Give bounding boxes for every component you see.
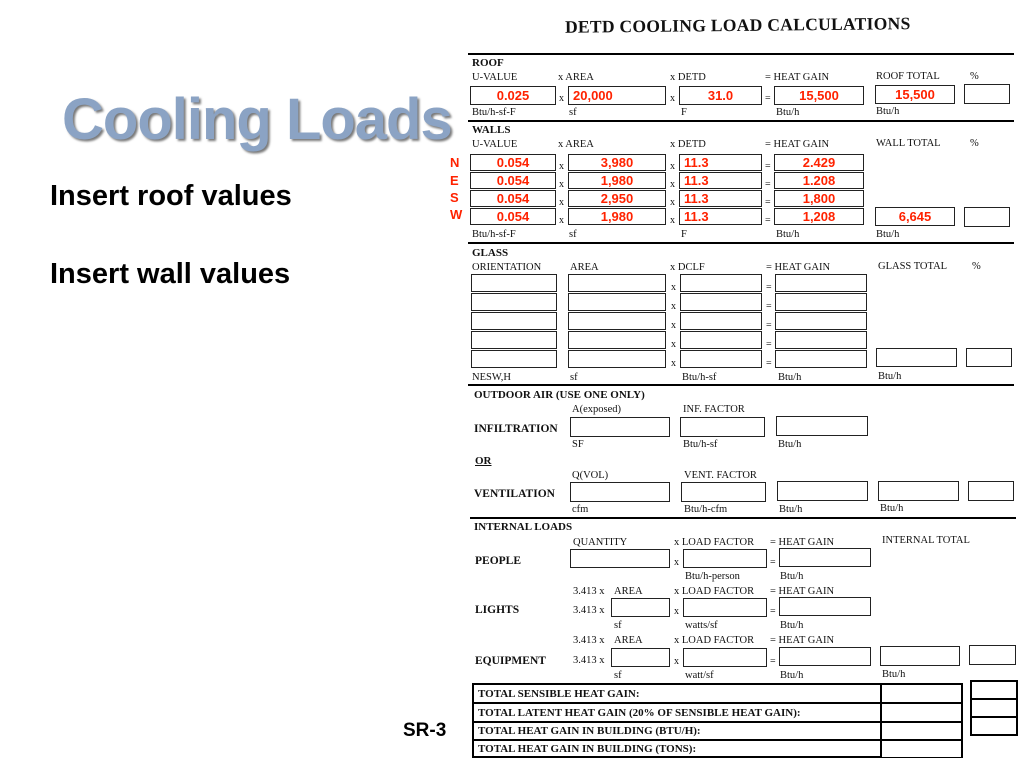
glass-heatgain-field[interactable]: [775, 293, 867, 311]
total-latent-label: TOTAL LATENT HEAT GAIN (20% OF SENSIBLE HEAT GAIN):: [478, 707, 801, 719]
totals-col-divider-2: [961, 683, 963, 758]
glass-heatgain-field[interactable]: [775, 274, 867, 292]
glass-orientation-field[interactable]: [471, 350, 557, 368]
infiltration-factor-unit: Btu/h-sf: [683, 439, 718, 450]
ventilation-factor-field[interactable]: [681, 482, 766, 502]
outdoor-air-section-label: OUTDOOR AIR (USE ONE ONLY): [474, 389, 645, 401]
glass-pct-header: %: [972, 261, 981, 272]
wall-n-uvalue-field[interactable]: 0.054: [470, 154, 556, 171]
glass-total-field[interactable]: [876, 348, 957, 367]
roof-uvalue-header: U-VALUE: [472, 72, 518, 83]
walls-heatgain-header: = HEAT GAIN: [765, 139, 830, 150]
people-factor-unit: Btu/h-person: [685, 571, 740, 582]
roof-pct-field[interactable]: [964, 84, 1010, 104]
roof-section-label: ROOF: [472, 57, 504, 69]
bullet-roof: Insert roof values: [50, 180, 292, 212]
walls-detd-unit: F: [681, 229, 687, 240]
equipment-area-unit: sf: [614, 670, 622, 681]
glass-dclf-header: x DCLF: [670, 262, 705, 273]
people-heatgain-unit: Btu/h: [780, 571, 804, 582]
lights-heatgain-header: = HEAT GAIN: [770, 586, 835, 597]
roof-detd-header: x DETD: [670, 72, 706, 83]
internal-section-label: INTERNAL LOADS: [474, 521, 573, 533]
equipment-area-field[interactable]: [611, 648, 670, 667]
equipment-heatgain-unit: Btu/h: [780, 670, 804, 681]
internal-total-unit: Btu/h: [882, 669, 906, 680]
glass-dclf-field[interactable]: [680, 274, 762, 292]
glass-dclf-unit: Btu/h-sf: [682, 372, 717, 383]
wall-n-detd-field[interactable]: 11.3: [679, 154, 762, 171]
glass-heatgain-field[interactable]: [775, 312, 867, 330]
glass-orientation-unit: NESW,H: [472, 372, 511, 383]
totals-pct-divider-2: [970, 716, 1018, 718]
lights-area-field[interactable]: [611, 598, 670, 617]
walls-total-unit: Btu/h: [876, 229, 900, 240]
glass-x-operator: x: [671, 282, 676, 293]
divider-top: [468, 53, 1014, 55]
wall-e-eq-operator: =: [765, 179, 771, 190]
walls-area-header: x AREA: [558, 139, 594, 150]
roof-total-field[interactable]: 15,500: [875, 85, 955, 104]
wall-e-area-field[interactable]: 1,980: [568, 172, 666, 189]
ventilation-vol-field[interactable]: [570, 482, 670, 502]
glass-dclf-field[interactable]: [680, 331, 762, 349]
wall-s-detd-field[interactable]: 11.3: [679, 190, 762, 207]
lights-factor-header: x LOAD FACTOR: [674, 586, 755, 597]
divider-walls: [468, 242, 1014, 244]
wall-s-x-operator: x: [559, 197, 564, 208]
people-quantity-field[interactable]: [570, 549, 670, 568]
glass-heatgain-field[interactable]: [775, 331, 867, 349]
glass-section-label: GLASS: [472, 247, 509, 259]
outdoor-air-total-unit: Btu/h: [880, 503, 904, 514]
total-tons-label: TOTAL HEAT GAIN IN BUILDING (TONS):: [478, 743, 697, 755]
totals-pct-box[interactable]: [970, 680, 1018, 736]
wall-e-x-operator: x: [559, 179, 564, 190]
total-latent-field[interactable]: [882, 704, 961, 721]
wall-s-heatgain-field[interactable]: 1,800: [774, 190, 864, 207]
wall-pct-field[interactable]: [964, 207, 1010, 227]
walls-area-unit: sf: [569, 229, 577, 240]
people-factor-header: x LOAD FACTOR: [674, 537, 755, 548]
equipment-factor-field[interactable]: [683, 648, 767, 667]
glass-area-header: AREA: [570, 262, 599, 273]
wall-total-field[interactable]: 6,645: [875, 207, 955, 226]
glass-x-operator: x: [671, 339, 676, 350]
wall-w-uvalue-field[interactable]: 0.054: [470, 208, 556, 225]
wall-n-heatgain-field[interactable]: 2.429: [774, 154, 864, 171]
people-heatgain-field[interactable]: [779, 548, 871, 567]
wall-dir-w: W: [450, 207, 463, 222]
outdoor-air-pct-field[interactable]: [968, 481, 1014, 501]
glass-area-field[interactable]: [568, 331, 666, 349]
ventilation-vol-header: Q(VOL): [572, 470, 609, 481]
internal-total-header: INTERNAL TOTAL: [882, 535, 970, 546]
internal-total-field[interactable]: [880, 646, 960, 666]
lights-heatgain-field[interactable]: [779, 597, 871, 616]
slide-title: Cooling Loads: [62, 87, 452, 152]
ventilation-vol-unit: cfm: [572, 504, 589, 515]
wall-w-detd-field[interactable]: 11.3: [679, 208, 762, 225]
wall-w-x-operator: x: [559, 215, 564, 226]
glass-eq-operator: =: [766, 301, 772, 312]
equipment-heatgain-field[interactable]: [779, 647, 871, 666]
lights-factor-field[interactable]: [683, 598, 767, 617]
roof-uvalue-field[interactable]: 0.025: [470, 86, 556, 105]
people-factor-field[interactable]: [683, 549, 767, 568]
infiltration-heatgain-field[interactable]: [776, 416, 868, 436]
internal-pct-field[interactable]: [969, 645, 1016, 665]
glass-eq-operator: =: [766, 339, 772, 350]
glass-x-operator: x: [671, 358, 676, 369]
or-label: OR: [475, 455, 492, 467]
wall-s-eq-operator: =: [765, 197, 771, 208]
wall-e-heatgain-field[interactable]: 1.208: [774, 172, 864, 189]
glass-area-field[interactable]: [568, 293, 666, 311]
glass-heatgain-header: = HEAT GAIN: [766, 262, 831, 273]
wall-s-x-operator-2: x: [670, 197, 675, 208]
equipment-label: EQUIPMENT: [475, 655, 546, 667]
equipment-eq-operator: =: [770, 656, 776, 667]
lights-factor-unit: watts/sf: [685, 620, 718, 631]
lights-prefix: 3.413 x: [573, 605, 605, 616]
infiltration-factor-field[interactable]: [680, 417, 765, 437]
lights-prefix-header: 3.413 x: [573, 586, 605, 597]
glass-orientation-field[interactable]: [471, 293, 557, 311]
glass-orientation-field[interactable]: [471, 331, 557, 349]
total-btuh-field[interactable]: [882, 723, 961, 739]
people-x-operator: x: [674, 557, 679, 568]
glass-area-field[interactable]: [568, 274, 666, 292]
wall-n-x-operator-2: x: [670, 161, 675, 172]
total-sensible-field[interactable]: [882, 685, 961, 702]
lights-area-header: AREA: [614, 586, 643, 597]
lights-eq-operator: =: [770, 606, 776, 617]
total-sensible-label: TOTAL SENSIBLE HEAT GAIN:: [478, 688, 640, 700]
roof-uvalue-unit: Btu/h-sf-F: [472, 107, 516, 118]
glass-orientation-header: ORIENTATION: [472, 262, 542, 273]
infiltration-area-field[interactable]: [570, 417, 670, 437]
infiltration-area-header: A(exposed): [572, 404, 621, 415]
people-eq-operator: =: [770, 557, 776, 568]
wall-w-heatgain-field[interactable]: 1,208: [774, 208, 864, 225]
equipment-x-operator: x: [674, 656, 679, 667]
wall-s-area-field[interactable]: 2,950: [568, 190, 666, 207]
wall-n-x-operator: x: [559, 161, 564, 172]
wall-dir-s: S: [450, 190, 459, 205]
totals-pct-divider-1: [970, 698, 1018, 700]
equipment-heatgain-header: = HEAT GAIN: [770, 635, 835, 646]
infiltration-factor-header: INF. FACTOR: [683, 404, 745, 415]
wall-w-eq-operator: =: [765, 215, 771, 226]
roof-area-field[interactable]: 20,000: [568, 86, 666, 105]
glass-area-field[interactable]: [568, 312, 666, 330]
walls-detd-header: x DETD: [670, 139, 706, 150]
roof-detd-field[interactable]: 31.0: [679, 86, 762, 105]
glass-heatgain-unit: Btu/h: [778, 372, 802, 383]
equipment-factor-header: x LOAD FACTOR: [674, 635, 755, 646]
infiltration-heatgain-unit: Btu/h: [778, 439, 802, 450]
equipment-prefix-header: 3.413 x: [573, 635, 605, 646]
divider-glass: [468, 384, 1014, 386]
glass-eq-operator: =: [766, 320, 772, 331]
roof-total-unit: Btu/h: [876, 106, 900, 117]
walls-uvalue-unit: Btu/h-sf-F: [472, 229, 516, 240]
total-btuh-label: TOTAL HEAT GAIN IN BUILDING (BTU/H):: [478, 725, 701, 737]
wall-e-uvalue-field[interactable]: 0.054: [470, 172, 556, 189]
glass-pct-field[interactable]: [966, 348, 1012, 367]
glass-orientation-field[interactable]: [471, 274, 557, 292]
total-tons-field[interactable]: [882, 741, 961, 757]
wall-w-area-field[interactable]: 1,980: [568, 208, 666, 225]
outdoor-air-total-field[interactable]: [878, 481, 959, 501]
walls-heatgain-unit: Btu/h: [776, 229, 800, 240]
glass-eq-operator: =: [766, 358, 772, 369]
people-heatgain-header: = HEAT GAIN: [770, 537, 835, 548]
glass-total-header: GLASS TOTAL: [878, 261, 948, 272]
glass-heatgain-field[interactable]: [775, 350, 867, 368]
glass-dclf-field[interactable]: [680, 312, 762, 330]
form-title: DETD COOLING LOAD CALCULATIONS: [564, 13, 911, 37]
lights-heatgain-unit: Btu/h: [780, 620, 804, 631]
people-label: PEOPLE: [475, 555, 522, 567]
ventilation-label: VENTILATION: [474, 488, 555, 500]
equipment-factor-unit: watt/sf: [685, 670, 714, 681]
glass-area-field[interactable]: [568, 350, 666, 368]
ventilation-heatgain-unit: Btu/h: [779, 504, 803, 515]
glass-eq-operator: =: [766, 282, 772, 293]
roof-eq-operator: =: [765, 93, 771, 104]
glass-area-unit: sf: [570, 372, 578, 383]
lights-area-unit: sf: [614, 620, 622, 631]
walls-pct-header: %: [970, 138, 979, 149]
roof-detd-unit: F: [681, 107, 687, 118]
glass-total-unit: Btu/h: [878, 371, 902, 382]
roof-heatgain-header: = HEAT GAIN: [765, 72, 830, 83]
wall-dir-n: N: [450, 155, 460, 170]
glass-x-operator: x: [671, 320, 676, 331]
walls-total-header: WALL TOTAL: [876, 138, 941, 149]
bullet-walls: Insert wall values: [50, 258, 291, 290]
glass-dclf-field[interactable]: [680, 293, 762, 311]
wall-e-x-operator-2: x: [670, 179, 675, 190]
wall-e-detd-field[interactable]: 11.3: [679, 172, 762, 189]
wall-n-eq-operator: =: [765, 161, 771, 172]
equipment-area-header: AREA: [614, 635, 643, 646]
glass-orientation-field[interactable]: [471, 312, 557, 330]
ventilation-heatgain-field[interactable]: [777, 481, 868, 501]
wall-s-uvalue-field[interactable]: 0.054: [470, 190, 556, 207]
infiltration-area-unit: SF: [572, 439, 584, 450]
walls-uvalue-header: U-VALUE: [472, 139, 518, 150]
ventilation-factor-header: VENT. FACTOR: [684, 470, 757, 481]
lights-label: LIGHTS: [475, 604, 520, 616]
wall-n-area-field[interactable]: 3,980: [568, 154, 666, 171]
roof-pct-header: %: [970, 71, 979, 82]
walls-section-label: WALLS: [472, 124, 511, 136]
roof-x-operator: x: [559, 93, 564, 104]
roof-total-header: ROOF TOTAL: [876, 71, 940, 82]
roof-area-header: x AREA: [558, 72, 594, 83]
equipment-prefix: 3.413 x: [573, 655, 605, 666]
divider-outdoor-air: [470, 517, 1016, 519]
glass-x-operator: x: [671, 301, 676, 312]
wall-w-x-operator-2: x: [670, 215, 675, 226]
slide-number: SR-3: [403, 720, 447, 741]
glass-dclf-field[interactable]: [680, 350, 762, 368]
lights-x-operator: x: [674, 606, 679, 617]
ventilation-factor-unit: Btu/h-cfm: [684, 504, 728, 515]
wall-dir-e: E: [450, 173, 459, 188]
infiltration-label: INFILTRATION: [474, 423, 558, 435]
roof-heatgain-field[interactable]: 15,500: [774, 86, 864, 105]
roof-heatgain-unit: Btu/h: [776, 107, 800, 118]
people-quantity-header: QUANTITY: [573, 537, 628, 548]
roof-x-operator-2: x: [670, 93, 675, 104]
roof-area-unit: sf: [569, 107, 577, 118]
divider-roof: [468, 120, 1014, 122]
